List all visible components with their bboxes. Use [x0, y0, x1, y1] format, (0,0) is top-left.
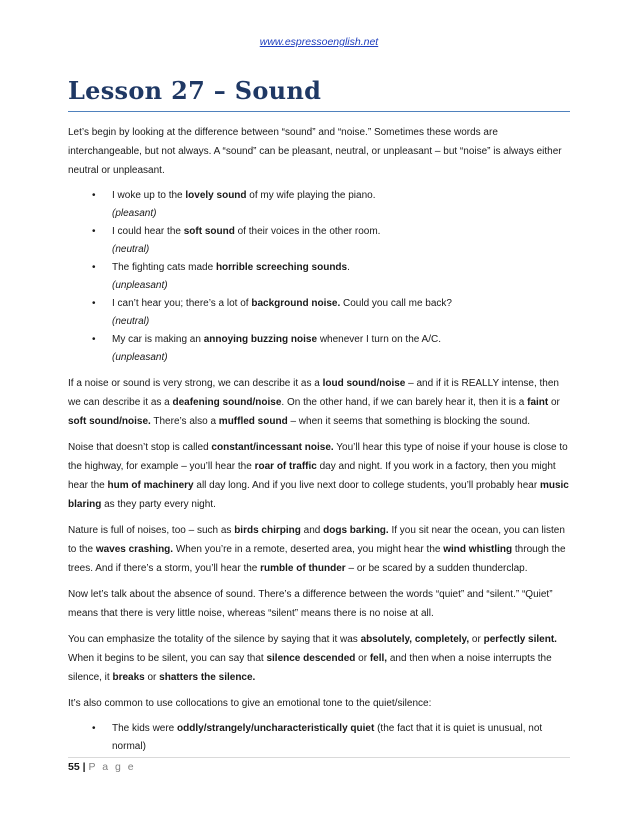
- body-paragraph: [68, 374, 570, 431]
- bullet-icon: •: [92, 723, 96, 734]
- bold-phrase: soft sound/noise.: [68, 416, 151, 427]
- text-run: – and if it is REALLY intense, then we can describe it as a: [68, 378, 559, 408]
- text-run: or: [355, 653, 370, 664]
- bold-phrase: perfectly silent.: [483, 634, 557, 645]
- text-run: – or be scared by a sudden thunderclap.: [345, 563, 528, 574]
- text-run: or: [469, 634, 484, 645]
- bold-phrase: music blaring: [68, 480, 569, 510]
- text-run: . On the other hand, if we can barely hear it, then it is a: [281, 397, 528, 408]
- sound-examples-list: [68, 187, 570, 366]
- bold-phrase: hum of machinery: [107, 480, 194, 491]
- bold-phrase: constant/incessant noise.: [211, 442, 334, 453]
- text-run: The kids were: [112, 723, 178, 734]
- example-note: (unpleasant): [112, 280, 168, 291]
- bold-phrase: roar of traffic: [254, 461, 317, 472]
- list-item: [92, 720, 570, 756]
- page-title: Lesson 27 – Sound: [68, 76, 322, 105]
- text-run: as they party every night.: [101, 499, 216, 510]
- bullet-icon: •: [92, 334, 96, 345]
- bold-phrase: birds chirping: [234, 525, 301, 536]
- title-divider: [68, 111, 570, 112]
- bold-phrase: background noise.: [251, 298, 341, 309]
- text-run: Nature is full of noises, too – such as: [68, 525, 235, 536]
- text-run: When you’re in a remote, deserted area, you might hear the: [173, 544, 444, 555]
- text-run: of my wife playing the piano.: [246, 190, 376, 201]
- example-note: (neutral): [112, 244, 150, 255]
- bold-phrase: deafening sound/noise: [172, 397, 282, 408]
- example-note: (unpleasant): [112, 352, 168, 363]
- footer-separator: |: [82, 761, 86, 773]
- bold-phrase: breaks: [112, 672, 145, 683]
- text-run: If a noise or sound is very strong, we can describe it as a: [68, 378, 323, 389]
- bullet-icon: •: [92, 262, 96, 273]
- text-run: My car is making an: [112, 334, 204, 345]
- text-run: and then when a noise interrupts the silence, it: [68, 653, 552, 683]
- text-run: I woke up to the: [112, 190, 186, 201]
- bold-phrase: waves crashing.: [95, 544, 174, 555]
- bold-phrase: muffled sound: [218, 416, 288, 427]
- list-item: [92, 259, 570, 294]
- bold-phrase: shatters the silence.: [159, 672, 256, 683]
- text-run: and: [300, 525, 324, 536]
- text-run: Noise that doesn’t stop is called: [68, 442, 212, 453]
- page-label: P a g e: [88, 761, 136, 773]
- text-run: I could hear the: [112, 226, 184, 237]
- text-run: If you sit near the ocean, you can listen to the: [68, 525, 565, 555]
- bold-phrase: oddly/strangely/uncharacteristically quiet: [177, 723, 375, 734]
- body-paragraphs: [68, 374, 570, 713]
- text-run: When it begins to be silent, you can say that: [68, 653, 267, 664]
- text-run: of their voices in the other room.: [234, 226, 381, 237]
- header-url[interactable]: www.espressoenglish.net: [259, 36, 379, 48]
- list-item: [92, 223, 570, 258]
- text-run: .: [347, 262, 350, 273]
- bullet-icon: •: [92, 298, 96, 309]
- text-run: You’ll hear this type of noise if your house is close to the highway, for example – you’ll hear the: [68, 442, 568, 472]
- text-run: – when it seems that something is blocking the sound.: [287, 416, 531, 427]
- bold-phrase: rumble of thunder: [260, 563, 346, 574]
- bold-phrase: dogs barking.: [323, 525, 389, 536]
- example-sentence: [112, 226, 380, 237]
- body-paragraph: [68, 694, 570, 713]
- list-item: [92, 295, 570, 330]
- page-footer: [68, 761, 136, 773]
- example-sentence: [112, 298, 452, 309]
- text-run: whenever I turn on the A/C.: [317, 334, 442, 345]
- bold-phrase: annoying buzzing noise: [203, 334, 318, 345]
- text-run: (the fact that it is quiet is unusual, not normal): [112, 723, 543, 752]
- bold-phrase: wind whistling: [443, 544, 513, 555]
- bullet-icon: •: [92, 226, 96, 237]
- bold-phrase: lovely sound: [185, 190, 247, 201]
- example-note: (pleasant): [112, 208, 157, 219]
- text-run: Could you call me back?: [340, 298, 452, 309]
- bold-phrase: silence descended: [266, 653, 356, 664]
- bold-phrase: fell,: [369, 653, 388, 664]
- page-number: 55: [68, 761, 80, 773]
- example-sentence: [112, 262, 350, 273]
- example-sentence: [112, 190, 375, 201]
- body-paragraph: [68, 585, 570, 623]
- bold-phrase: absolutely, completely,: [360, 634, 470, 645]
- intro-paragraph: Let’s begin by looking at the difference between “sound” and “noise.” Sometimes these words are interchangeable, but not always. A “sound” can be pleasant, neutral, or unpleasant – but “noise” is always either neutral or unpleasant.: [68, 127, 562, 176]
- example-sentence: [112, 334, 441, 345]
- bold-phrase: soft sound: [183, 226, 235, 237]
- text-run: The fighting cats made: [112, 262, 216, 273]
- silence-examples-list: [68, 720, 570, 756]
- example-note: (neutral): [112, 316, 150, 327]
- bullet-icon: •: [92, 190, 96, 201]
- text-run: all day long. And if you live next door to college students, you’ll probably hear: [193, 480, 540, 491]
- text-run: There’s also a: [150, 416, 219, 427]
- body-paragraph: [68, 521, 570, 578]
- text-run: or: [144, 672, 160, 683]
- lesson-content: [68, 123, 570, 764]
- list-item: [92, 331, 570, 366]
- text-run: I can’t hear you; there’s a lot of: [112, 298, 252, 309]
- body-paragraph: [68, 438, 570, 514]
- bold-phrase: faint: [527, 397, 549, 408]
- list-item: [92, 187, 570, 222]
- text-run: You can emphasize the totality of the silence by saying that it was: [68, 634, 361, 645]
- text-run: Now let’s talk about the absence of sound. There’s a difference between the words “quiet” and “silent.” “Quiet” means that there is very little noise, whereas “silent” means there is no noise at all.: [68, 589, 553, 619]
- text-run: It’s also common to use collocations to give an emotional tone to the quiet/silence:: [68, 698, 432, 709]
- bold-phrase: loud sound/noise: [322, 378, 406, 389]
- bold-phrase: horrible screeching sounds: [215, 262, 348, 273]
- text-run: or: [548, 397, 560, 408]
- footer-divider: [68, 757, 570, 758]
- text-run: through the trees. And if there’s a storm, you’ll hear the: [68, 544, 566, 574]
- example-sentence: [112, 723, 542, 752]
- body-paragraph: [68, 630, 570, 687]
- text-run: day and night. If you work in a factory, then you might hear the: [68, 461, 556, 491]
